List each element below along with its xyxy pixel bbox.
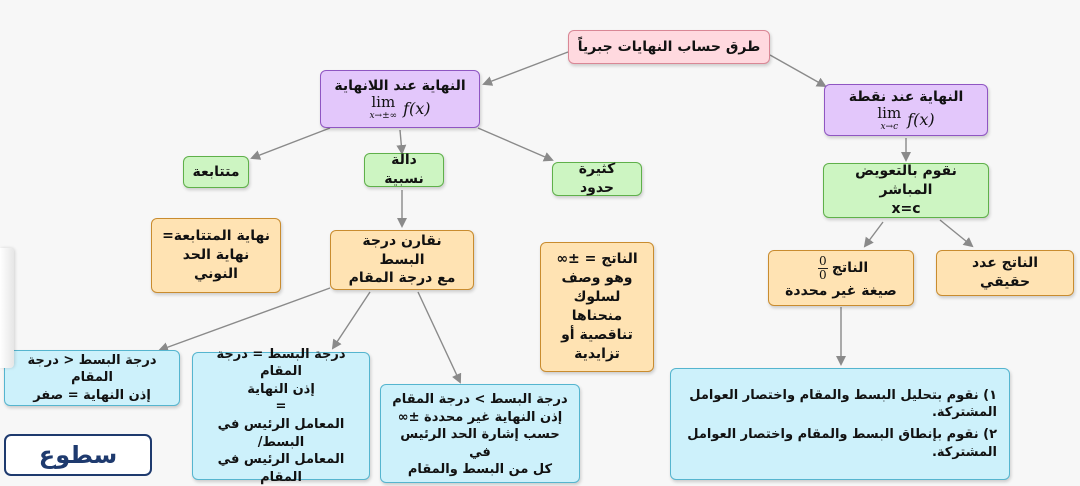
polynomial-result-line: الناتج = ±∞: [556, 251, 638, 268]
function-label: f(x): [403, 98, 431, 118]
lim-subscript: x→c: [880, 122, 899, 133]
infinity-limit-title: النهاية عند اللانهاية: [334, 77, 466, 94]
rational-function-box: [364, 153, 444, 187]
case-greater-line: درجة البسط > درجة المقام: [392, 392, 568, 407]
case-greater-line: كل من البسط والمقام: [407, 462, 553, 478]
arrow-root-to-infinity: [484, 52, 568, 84]
method-rationalization: ٢) نقوم بإنطاق البسط والمقام واختصار العوامل المشتركة.: [687, 427, 997, 460]
rational-function-label: دالة نسبية: [384, 152, 424, 187]
sequence-result-line: نهاية الحد النوني: [182, 247, 250, 282]
lim-word: lim: [877, 104, 902, 123]
case-equal-line: إذن النهاية: [247, 381, 315, 397]
page-edge-tab: [0, 248, 14, 368]
infinity-limit-formula: [369, 95, 430, 121]
polynomial-result-line: تزايدية: [574, 345, 620, 362]
indeterminate-form-box: [768, 250, 914, 306]
indeterminate-description: صيغة غير محددة: [785, 282, 897, 299]
lim-subscript: x→±∞: [369, 111, 398, 122]
arrow-infinity-to-rational: [400, 130, 402, 153]
arrow-substitution-to-indeterminate: [865, 222, 883, 246]
arrow-compare-to-greater: [418, 292, 460, 382]
substitution-text: نقوم بالتعويض المباشر: [855, 163, 957, 199]
compare-line: مع درجة المقام: [348, 270, 456, 287]
point-limit-title: النهاية عند نقطة: [848, 88, 964, 105]
case-greater-line: إذن النهاية غير محددة ±∞: [397, 409, 563, 425]
case-equal-line: =: [275, 399, 287, 415]
case-greater-box: [380, 384, 580, 483]
brand-logo: [4, 434, 152, 476]
case-less-box: [4, 350, 180, 406]
polynomial-label: كثيرة حدود: [578, 161, 616, 196]
polynomial-result-line: تناقصية أو: [561, 326, 633, 343]
real-result-text: الناتج عدد حقيقي: [971, 255, 1039, 290]
method-factorization: ١) نقوم بتحليل البسط والمقام واختصار العوامل المشتركة.: [689, 387, 997, 421]
root-title: طرق حساب النهايات جبرياً: [577, 38, 761, 55]
direct-substitution-box: [823, 163, 989, 218]
case-equal-line: درجة البسط = درجة المقام: [216, 346, 346, 380]
case-equal-line: المعامل الرئيس في المقام: [217, 452, 345, 485]
point-limit-box: [824, 84, 988, 136]
case-greater-line: حسب إشارة الحد الرئيس في: [400, 427, 560, 460]
polynomial-result-box: [540, 242, 654, 372]
polynomial-result-line: لسلوك منحناها: [571, 289, 623, 324]
fraction-numerator: 0: [819, 254, 827, 269]
point-limit-formula: [877, 106, 934, 132]
real-result-box: [936, 250, 1074, 296]
zero-over-zero-fraction: [818, 255, 828, 281]
root-title-box: [568, 30, 770, 64]
case-less-line: درجة البسط < درجة المقام: [27, 352, 157, 386]
arrow-root-to-point: [770, 55, 825, 86]
fraction-denominator: 0: [819, 268, 827, 283]
arrow-infinity-to-polynomial: [478, 128, 552, 160]
function-label: f(x): [907, 109, 935, 129]
sequence-result-line: نهاية المتتابعة=: [162, 228, 270, 245]
polynomial-result-line: وهو وصف: [561, 270, 633, 287]
methods-box: [670, 368, 1010, 480]
substitution-condition: x=c: [891, 200, 921, 217]
sequence-label: متتابعة: [192, 163, 240, 180]
indeterminate-prefix: الناتج: [831, 260, 869, 277]
arrow-infinity-to-sequence: [252, 128, 330, 158]
sequence-box: [183, 156, 249, 188]
arrow-compare-to-less: [160, 288, 330, 350]
arrow-substitution-to-real: [940, 220, 972, 246]
case-less-line: إذن النهاية = صفر: [33, 387, 151, 403]
brand-logo-text: سطوع: [38, 441, 118, 469]
case-equal-line: المعامل الرئيس في البسط/: [217, 417, 345, 450]
lim-word: lim: [371, 93, 396, 112]
case-equal-box: [192, 346, 370, 485]
arrow-compare-to-equal: [333, 292, 370, 348]
compare-degrees-box: [330, 230, 474, 290]
sequence-result-box: [151, 218, 281, 293]
polynomial-box: [552, 162, 642, 196]
compare-line: نقارن درجة البسط: [362, 232, 442, 268]
infinity-limit-box: [320, 70, 480, 128]
indeterminate-line: [814, 255, 868, 281]
